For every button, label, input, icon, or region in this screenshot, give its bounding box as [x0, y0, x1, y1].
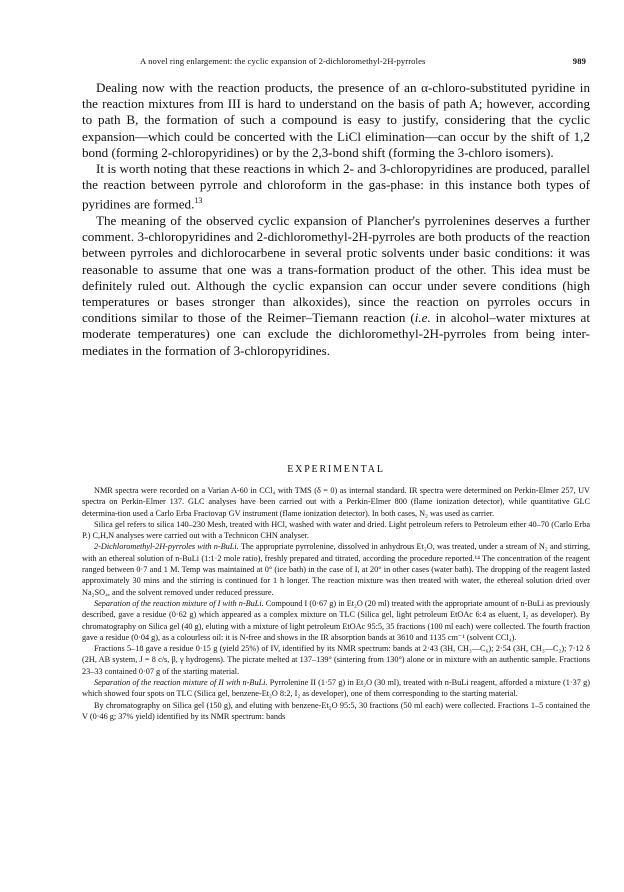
exp-paragraph-separation-ii [82, 677, 590, 700]
exp-subheading-separation-ii: Separation of the reaction mixture of II with n-BuLi. [94, 678, 268, 688]
paragraph-path-discussion: Dealing now with the reaction products, the presence of an α-chloro-substituted pyridine in the reaction mixtures from III is hard to understand on the basis of path A; however, according to path B, the formation of such a compound is easy to justify, considering that the cyclic expansion—which could be concerted with the LiCl elimination—can occur by the shift of 1,2 bond (forming 2-chloropyridines) or by the 2,3-bond shift (forming the 3-chloro isomers). [82, 80, 590, 160]
exp-separation-ii-body: Pyrrolenine II (1·57 g) in Et₂O (30 ml), treated with n-BuLi reagent, afforded a mixture (1·37 g) which showed four spots on TLC (Silica gel, benzene-Et₂O 8:2, I₂ as developer), one of them corresponding to the starting material. [82, 678, 591, 699]
exp-paragraph-chromatography: By chromatography on Silica gel (150 g), and eluting with benzene-Et₂O 95:5, 30 fractions (50 ml each) were collected. Fractions 1–5 contained the V (0·46 g; 37% yield) identified by its NMR spectrum: bands [82, 700, 590, 721]
exp-subheading-separation-i: Separation of the reaction mixture of I with n-BuLi. [94, 598, 264, 608]
exp-paragraph-materials: Silica gel refers to silica 140–230 Mesh, treated with HCl, washed with water and dried. Light petroleum refers to Petroleum ether 40–70 (Carlo Erba P.) C,H,N analyses were carried out with a Technicon CHN analyser. [82, 519, 590, 541]
paragraph-plancher-ie: i.e. [414, 310, 431, 326]
running-head-title: A novel ring enlargement: the cyclic expansion of 2-dichloromethyl-2H-pyrroles [140, 56, 426, 66]
page-number: 989 [572, 56, 586, 66]
exp-paragraph-separation-i [82, 598, 590, 643]
exp-subheading-general: 2-Dichloromethyl-2H-pyrroles with n-BuLi. [94, 542, 239, 552]
paragraph-gas-phase-text: It is worth noting that these reactions in which 2- and 3-chloropyridines are produced, parallel the reaction between pyrrole and chloroform in the gas-phase: in this instance both types of pyridines are formed. [82, 161, 590, 212]
exp-paragraph-fractions: Fractions 5–18 gave a residue 0·15 g (yield 25%) of IV, identified by its NMR spectrum: bands at 2·43 (3H, CH₃—C₆); 2·54 (3H, CH₃—C₂); 7·12 δ (2H, AB system, J = 8 c/s, β, γ hydrogens). The picrate melted at 137–139° (sintering from 130°) alone or in mixture with an authentic sample. Fractions 23–33 contained 0·07 g of the starting material. [82, 644, 590, 676]
experimental-heading: EXPERIMENTAL [287, 464, 385, 475]
exp-paragraph-instruments: NMR spectra were recorded on a Varian A-60 in CCl₄ with TMS (δ = 0) as internal standard. IR spectra were determined on Perkin-Elmer 257, UV spectra on Perkin-Elmer 137. GLC analyses have been carried out with a Perkin-Elmer 800 (flame ionization detector), while quantitative GLC determina-tion used a Carlo Erba Fractovap GV instrument (flame ionization detector). In both cases, N₂ was used as carrier. [82, 486, 590, 518]
experimental-section [82, 485, 590, 722]
paragraph-plancher-text-b: in alcohol–water mixtures at moderate temperatures) one can exclude the dichloromethyl-2H-pyrroles from being inter-mediates in the formation of 3-chloropyridines. [82, 310, 591, 358]
paragraph-plancher-text-a: The meaning of the observed cyclic expansion of Plancher's pyrrolenines deserves a further comment. 3-chloropyridines and 2-dichloromethyl-2H-pyrroles are both products of the reaction between pyrroles and dichlorocarbene in several protic solvents under basic conditions: it was reasonable to assume that one was a trans-formation product of the other. This idea must be definitely ruled out. Although the cyclic expansion can occur under severe conditions (high temperatures or bases stronger than alkoxides), since the reaction on pyrroles occurs in conditions similar to those of the Reimer–Tiemann reaction ( [82, 212, 590, 326]
exp-general-body: The appropriate pyrrolenine, dissolved in anhydrous Et₂O, was treated, under a stream of N₂ and stirring, with an ethereal solution of n-BuLi (1:1·2 mole ratio), freshly prepared and titrated, according the procedure reported.¹⁴ The concentration of the reagent ranged between 0·7 and 1 M. Temp was maintained at 0° (ice bath) in the case of I, at 20° in other cases (water bath). The dropping of the reagent lasted approximately 30 mins and the stirring is continued for 1 h longer. The reaction mixture was then treated with water, the ethereal solution dried over Na₂SO₄, and the solvent removed under reduced pressure. [82, 542, 591, 597]
exp-paragraph-general-procedure [82, 541, 590, 597]
discussion-section [82, 80, 590, 359]
exp-separation-i-body: Compound I (0·67 g) in Et₂O (20 ml) treated with the appropriate amount of n-BuLi as previously described, gave a residue (0·62 g) which appeared as a complex mixture on TLC (Silica gel, light petroleum EtOAc 6:4 as eluent, I₂ as developer). By chromatography on Silica gel (40 g), eluting with a mixture of light petroleum EtOAc 95:5, 35 fractions (100 ml each) were collected. The fourth fraction gave a residue (0·04 g), as a colourless oil: it is N-free and shows in the IR absorption bands at 3610 and 1135 cm⁻¹ (solvent CCl₄). [82, 598, 590, 642]
paragraph-plancher [82, 213, 590, 359]
paragraph-gas-phase [82, 161, 590, 213]
reference-superscript: 13 [194, 196, 203, 206]
